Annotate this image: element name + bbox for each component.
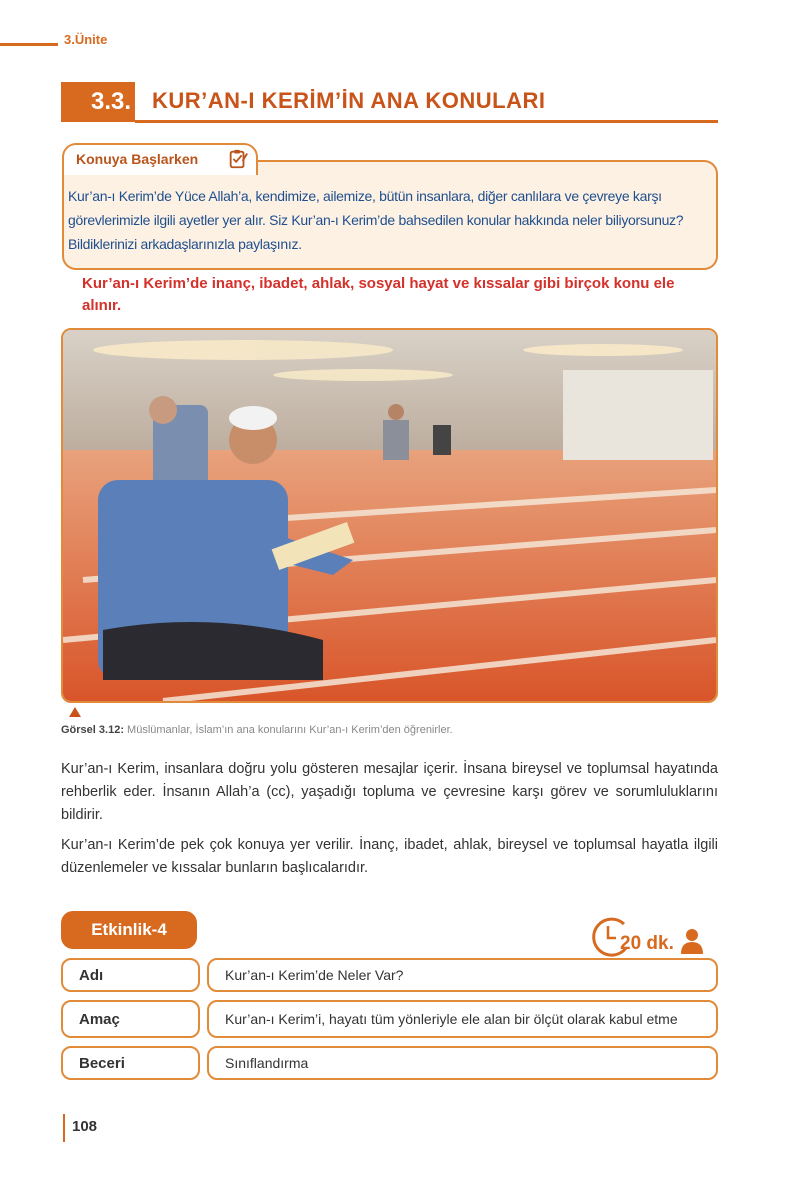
unit-label: 3.Ünite [64, 32, 108, 47]
figure-label: Görsel 3.12: [61, 724, 124, 736]
activity-row-value: Kur’an-ı Kerim’i, hayatı tüm yönleriyle ele alan bir ölçüt olarak kabul etme [207, 1000, 718, 1038]
activity-row-value: Sınıflandırma [207, 1046, 718, 1080]
section-title: KUR’AN-I KERİM’İN ANA KONULARI [152, 88, 546, 113]
intro-label: Konuya Başlarken [76, 151, 199, 167]
intro-tab [62, 143, 258, 175]
body-paragraph-2: Kur’an-ı Kerim’de pek çok konuya yer verilir. İnanç, ibadet, ahlak, bireysel ve toplumsal hayatla ilgili düzenlemeler ve kıssalar bunların başlıcalarıdır. [61, 837, 718, 876]
intro-text: Kur’an-ı Kerim’de Yüce Allah’a, kendimize, ailemize, bütün insanlara, diğer canlılara ve çevreye karşı görevlerimizle ilgili ayetler yer alır. Siz Kur’an-ı Kerim’de bahsedilen konular hakkında neler biliyorsunuz? Bildiklerinizi arkadaşlarınızla paylaşınız. [68, 188, 684, 252]
highlight-text: Kur’an-ı Kerim’de inanç, ibadet, ahlak, sosyal hayat ve kıssalar gibi birçok konu ele alınır. [82, 275, 675, 314]
figure-caption-text: Müslümanlar, İslam’ın ana konularını Kur’an-ı Kerim’den öğrenirler. [127, 724, 453, 736]
activity-row-value: Kur’an-ı Kerim’de Neler Var? [207, 958, 718, 992]
body-paragraph-1: Kur’an-ı Kerim, insanlara doğru yolu gösteren mesajlar içerir. İnsana bireysel ve toplumsal hayatında rehberlik eder. İnsanın Allah’a (cc), yaşadığı topluma ve çevresine karşı görev ve sorumluluklarını bildirir. [61, 761, 718, 823]
section-rule [135, 120, 718, 123]
page-number-rule [63, 1114, 65, 1142]
caption-marker [69, 707, 81, 717]
activity-title: Etkinlik-4 [61, 911, 197, 949]
unit-rule [0, 43, 58, 46]
activity-duration: 20 dk. [620, 933, 674, 954]
mosque-photo [61, 328, 718, 703]
figure-caption [61, 724, 453, 736]
page-number: 108 [72, 1118, 98, 1135]
activity-row-label: Adı [61, 958, 200, 992]
person-icon [680, 928, 704, 954]
section-number: 3.3. [61, 82, 135, 122]
activity-row-label: Beceri [61, 1046, 200, 1080]
activity-row-label: Amaç [61, 1000, 200, 1038]
clipboard-check-icon [227, 148, 249, 170]
